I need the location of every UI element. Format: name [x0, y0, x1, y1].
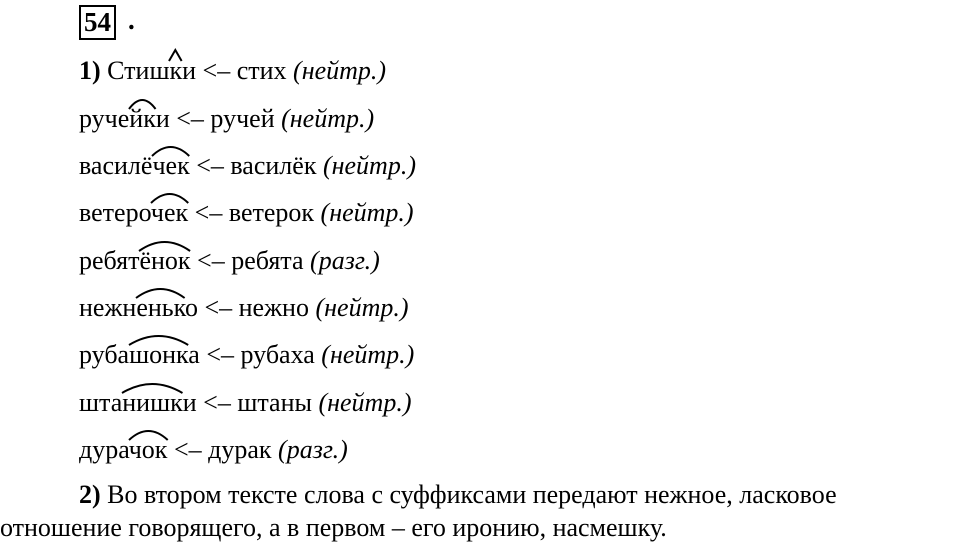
derivation-arrow: <– [169, 104, 211, 133]
suffix-arc-icon [128, 332, 189, 346]
suffix-arc-icon [150, 190, 189, 204]
base-word: ручей [210, 104, 275, 133]
word-ending: и [155, 104, 170, 133]
item-index: 1) [79, 56, 101, 85]
base-word: василёк [230, 151, 317, 180]
derivation-arrow: <– [190, 246, 232, 275]
word-ending: и [182, 56, 197, 85]
word-suffix: чек [152, 151, 190, 180]
word-stem: руба [79, 340, 130, 369]
style-mark: (нейтр.) [322, 151, 416, 180]
word-suffix: еньк [136, 293, 185, 322]
base-word: стих [236, 56, 287, 85]
word-suffix: шонк [129, 340, 189, 369]
word-line [79, 56, 386, 86]
word-stem: Стиш [107, 56, 170, 85]
style-mark: (нейтр.) [321, 340, 415, 369]
style-mark: (нейтр.) [293, 56, 387, 85]
word-line [79, 293, 409, 323]
exercise-number-dot: . [128, 5, 135, 35]
derivation-arrow: <– [199, 340, 241, 369]
derivation-arrow: <– [197, 293, 239, 322]
base-word: дурак [208, 435, 272, 464]
suffix-arc-icon [128, 96, 157, 110]
derivation-arrow: <– [188, 198, 229, 227]
answer-text-1: Во втором тексте слова с суффиксами передают нежное, ласковое [100, 480, 837, 509]
answer-line-2: отношение говорящего, а в первом – его иронию, насмешку. [0, 513, 667, 542]
style-mark: (нейтр.) [318, 388, 412, 417]
suffix-arc-icon [168, 48, 183, 62]
base-word: ветерок [228, 198, 315, 227]
style-mark: (нейтр.) [281, 104, 375, 133]
style-mark: (нейтр.) [315, 293, 409, 322]
base-word: рубаха [240, 340, 315, 369]
style-mark: (разг.) [278, 435, 348, 464]
style-mark: (разг.) [310, 246, 380, 275]
exercise-number-box [79, 5, 116, 40]
answer-paragraph [0, 478, 960, 544]
suffix-arc-icon [138, 238, 191, 252]
word-suffix: чек [150, 198, 189, 227]
word-stem: василё [79, 151, 153, 180]
word-line [79, 104, 374, 134]
word-line [79, 246, 380, 276]
derivation-arrow: <– [189, 151, 231, 180]
word-stem: шта [79, 388, 123, 417]
base-word: нежно [238, 293, 309, 322]
word-stem: руче [79, 104, 130, 133]
word-line [79, 435, 348, 465]
base-word: штаны [237, 388, 312, 417]
word-suffix: нишк [122, 388, 183, 417]
word-suffix: ёнок [139, 246, 191, 275]
derivation-arrow: <– [196, 56, 237, 85]
word-suffix: йк [129, 104, 156, 133]
word-ending: а [188, 340, 200, 369]
suffix-arc-icon [151, 143, 190, 157]
derivation-arrow: <– [196, 388, 238, 417]
word-stem: ветеро [79, 198, 151, 227]
word-stem: дура [79, 435, 129, 464]
word-suffix: чок [128, 435, 168, 464]
word-ending: о [184, 293, 198, 322]
suffix-arc-icon [128, 427, 169, 441]
word-line [79, 151, 416, 181]
word-stem: ребят [79, 246, 140, 275]
answer-line-1 [0, 478, 960, 511]
suffix-arc-icon [121, 380, 183, 394]
exercise-number: 54 [84, 7, 111, 37]
word-line [79, 198, 414, 228]
word-suffix: к [169, 56, 183, 85]
answer-index: 2) [79, 480, 101, 509]
base-word: ребята [231, 246, 304, 275]
style-mark: (нейтр.) [320, 198, 414, 227]
word-stem: нежн [79, 293, 137, 322]
suffix-arc-icon [135, 285, 186, 299]
derivation-arrow: <– [167, 435, 209, 464]
word-ending: и [182, 388, 197, 417]
